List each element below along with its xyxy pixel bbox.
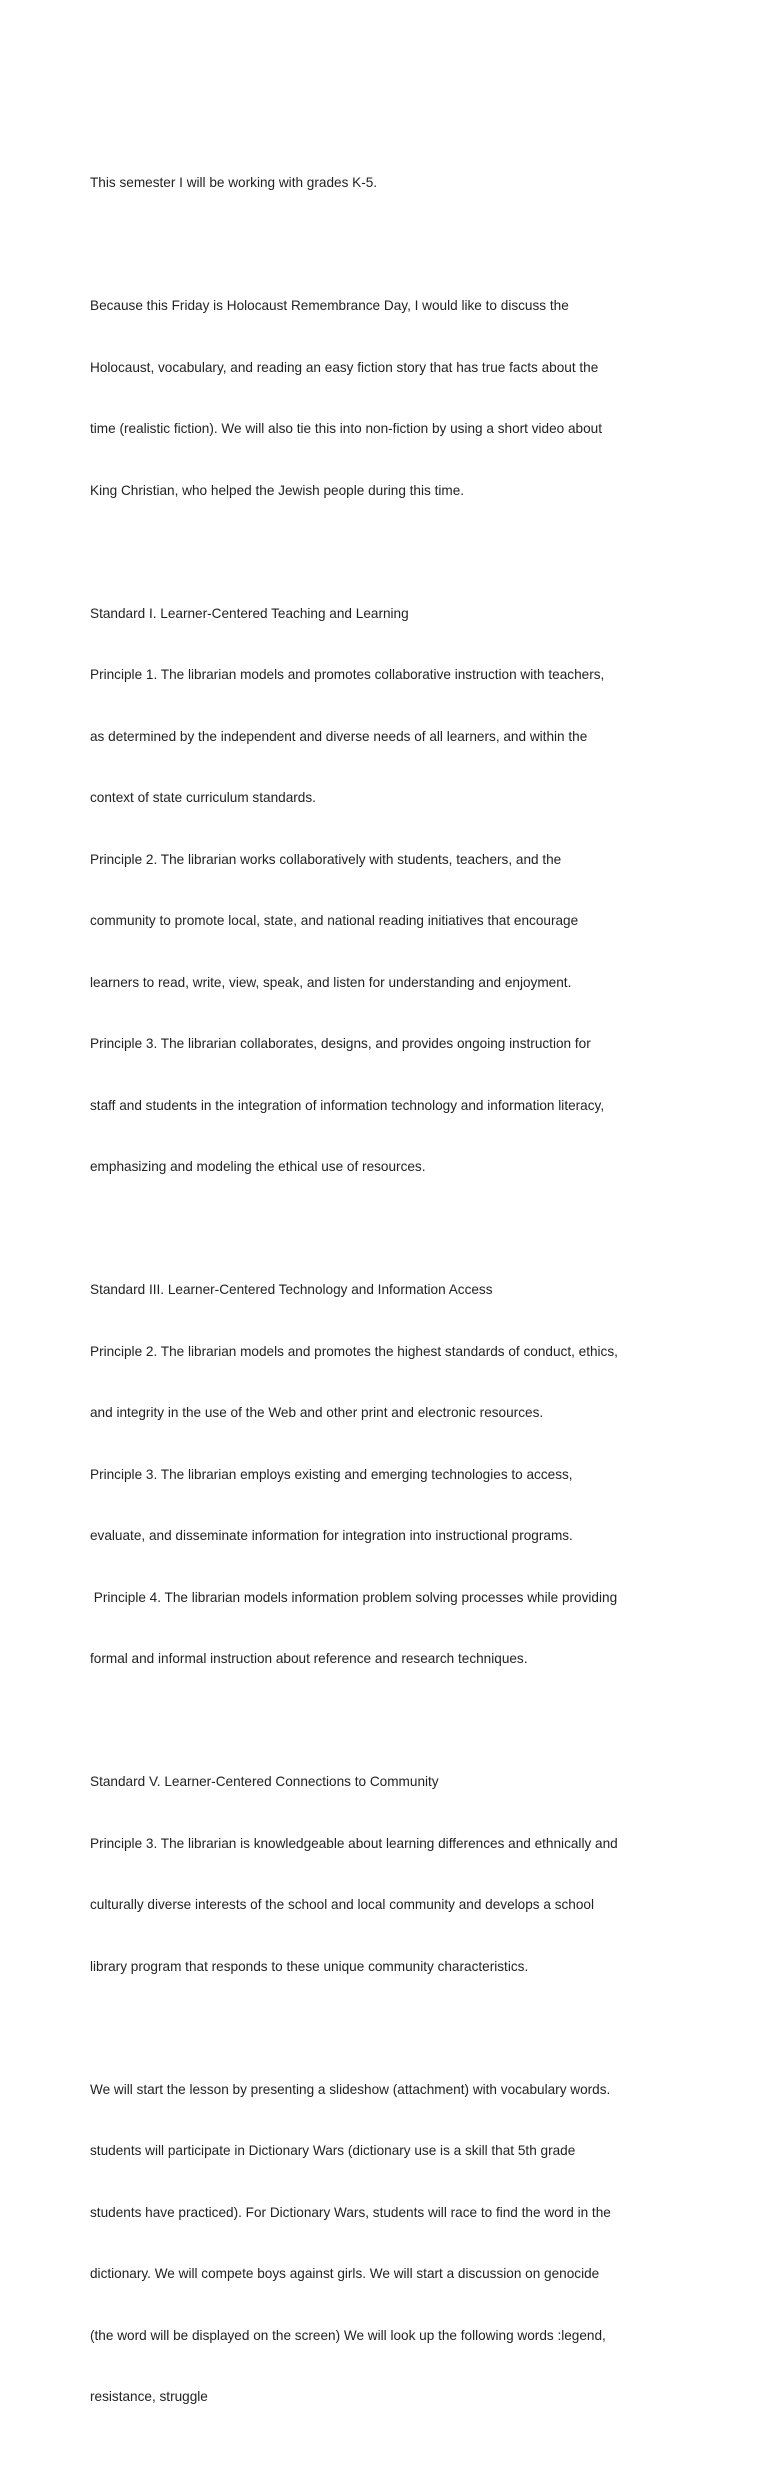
standard-1-line: as determined by the independent and diverse needs of all learners, and within the xyxy=(90,728,588,744)
standard-5-line: Principle 3. The librarian is knowledgeable about learning differences and ethnically and xyxy=(90,1835,618,1851)
standard-3-line: Principle 4. The librarian models information problem solving processes while providing xyxy=(90,1589,618,1605)
overview-paragraph xyxy=(90,255,690,542)
standard-1-line: Principle 1. The librarian models and promotes collaborative instruction with teachers, xyxy=(90,667,605,682)
document-page xyxy=(90,132,690,2469)
lesson-line: (the word will be displayed on the screen) We will look up the following words :legend, xyxy=(90,2327,606,2343)
intro-paragraph xyxy=(90,132,690,235)
overview-line: Because this Friday is Holocaust Remembrance Day, I would like to discuss the xyxy=(90,298,569,313)
standard-1-section xyxy=(90,563,690,1219)
lesson-line: students have practiced). For Dictionary Wars, students will race to find the word in the xyxy=(90,2204,611,2220)
lesson-paragraph xyxy=(90,2039,690,2449)
lesson-line: students will participate in Dictionary Wars (dictionary use is a skill that 5th grade xyxy=(90,2143,576,2158)
overview-line: time (realistic fiction). We will also tie this into non-fiction by using a short video about xyxy=(90,421,603,436)
standard-5-heading: Standard V. Learner-Centered Connections to Community xyxy=(90,1774,439,1789)
standard-5-line: library program that responds to these unique community characteristics. xyxy=(90,1958,529,1974)
overview-line: King Christian, who helped the Jewish people during this time. xyxy=(90,482,465,498)
standard-1-line: context of state curriculum standards. xyxy=(90,790,316,805)
standard-5-section xyxy=(90,1731,690,2018)
lesson-line: dictionary. We will compete boys against girls. We will start a discussion on genocide xyxy=(90,2266,600,2281)
standard-3-line: formal and informal instruction about reference and research techniques. xyxy=(90,1651,528,1666)
standard-3-section xyxy=(90,1239,690,1711)
standard-1-line: learners to read, write, view, speak, and listen for understanding and enjoyment. xyxy=(90,974,572,990)
standard-3-line: and integrity in the use of the Web and other print and electronic resources. xyxy=(90,1405,544,1420)
standard-1-line: emphasizing and modeling the ethical use of resources. xyxy=(90,1159,426,1174)
standard-1-line: community to promote local, state, and national reading initiatives that encourage xyxy=(90,913,579,928)
lesson-line: resistance, struggle xyxy=(90,2389,208,2404)
overview-line: Holocaust, vocabulary, and reading an easy fiction story that has true facts about the xyxy=(90,359,599,375)
lesson-line: We will start the lesson by presenting a slideshow (attachment) with vocabulary words. xyxy=(90,2081,611,2097)
standard-1-line: Principle 2. The librarian works collaboratively with students, teachers, and the xyxy=(90,851,562,867)
standard-1-line: Principle 3. The librarian collaborates, designs, and provides ongoing instruction for xyxy=(90,1036,591,1051)
standard-5-line: culturally diverse interests of the school and local community and develops a school xyxy=(90,1897,594,1912)
standard-3-heading: Standard III. Learner-Centered Technology and Information Access xyxy=(90,1282,493,1297)
standard-3-line: evaluate, and disseminate information for integration into instructional programs. xyxy=(90,1528,573,1543)
standard-1-line: staff and students in the integration of information technology and information literacy, xyxy=(90,1097,605,1113)
intro-line: This semester I will be working with grades K-5. xyxy=(90,175,378,190)
standard-1-heading: Standard I. Learner-Centered Teaching and Learning xyxy=(90,605,409,621)
standard-3-line: Principle 2. The librarian models and promotes the highest standards of conduct, ethics, xyxy=(90,1343,618,1359)
standard-3-line: Principle 3. The librarian employs existing and emerging technologies to access, xyxy=(90,1466,573,1482)
